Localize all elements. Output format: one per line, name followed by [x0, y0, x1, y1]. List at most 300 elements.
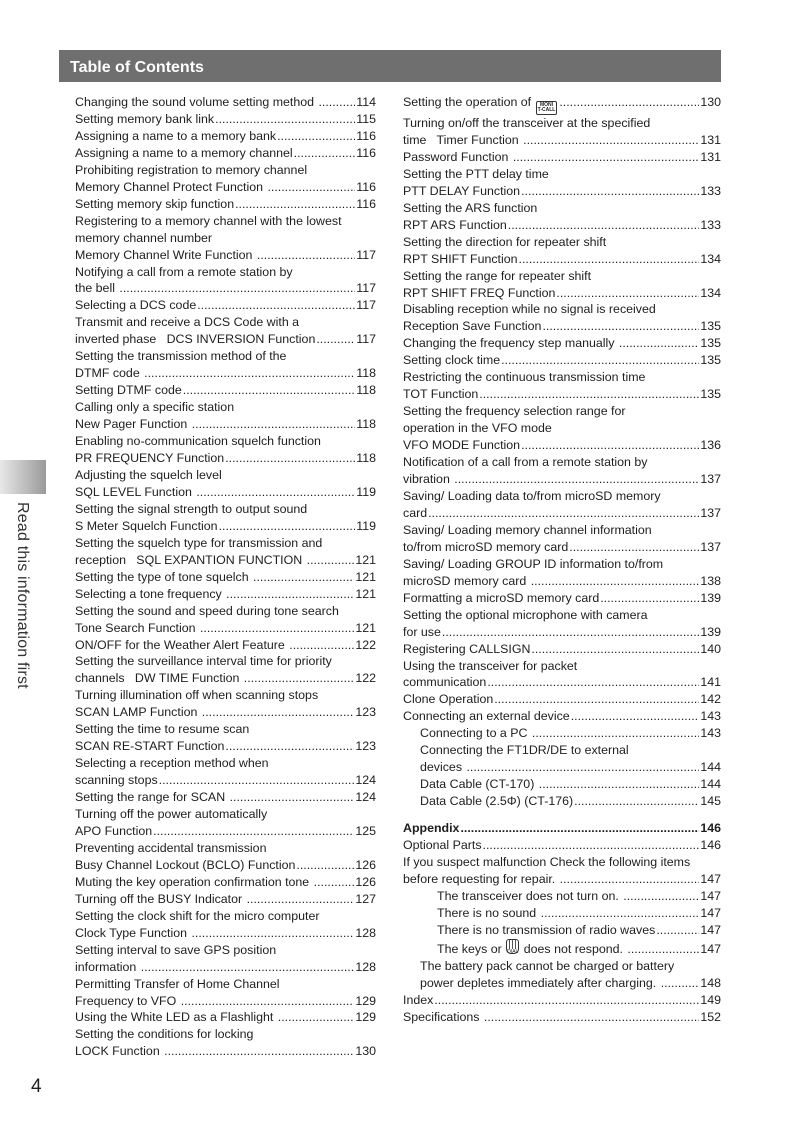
toc-entry[interactable]: [75, 382, 376, 399]
dot-leader: [230, 789, 355, 806]
toc-entry[interactable]: [75, 687, 376, 721]
toc-entry-text: before requesting for repair.: [403, 871, 559, 886]
toc-entry-text: PR FREQUENCY Function: [75, 451, 225, 466]
toc-entry[interactable]: [75, 755, 376, 789]
dial-knob-icon: DIAL: [506, 939, 519, 954]
dot-leader: [532, 725, 699, 742]
toc-entry-text: to/from microSD memory card: [403, 539, 569, 554]
dot-leader: [316, 331, 355, 348]
toc-entry-text: Index: [403, 992, 434, 1007]
toc-entry-text: RPT SHIFT FREQ Function: [403, 285, 556, 300]
toc-page-number: 116: [356, 145, 376, 160]
toc-entry-text: Setting the time to resume scan: [75, 722, 250, 737]
dot-leader: [235, 196, 355, 213]
toc-entry[interactable]: [75, 1026, 376, 1060]
toc-entry[interactable]: [403, 922, 721, 939]
toc-entry[interactable]: [75, 128, 376, 145]
dot-leader: [521, 183, 699, 200]
toc-entry-text: Setting the frequency selection range for: [403, 404, 626, 419]
toc-page-number: 123: [355, 705, 376, 720]
toc-entry[interactable]: [403, 958, 721, 992]
dot-leader: [571, 708, 700, 725]
dot-leader: [623, 888, 699, 905]
toc-entry-text: Busy Channel Lockout (BCLO) Function: [75, 857, 296, 872]
dot-leader: [219, 518, 356, 535]
side-tab-label: Read this information first: [14, 502, 31, 689]
toc-entry-text: Enabling no-communication squelch function: [75, 434, 321, 449]
toc-entry[interactable]: [403, 742, 721, 776]
toc-entry-text: Using the White LED as a Flashlight: [75, 1010, 277, 1025]
toc-entry[interactable]: [75, 348, 376, 382]
toc-entry-text: Password Function: [403, 149, 512, 164]
toc-entry[interactable]: [403, 488, 721, 522]
toc-page-number: 133: [700, 183, 721, 198]
dot-leader: [487, 674, 699, 691]
toc-entry-text: Permitting Transfer of Home Channel: [75, 976, 280, 991]
toc-entry-text: RPT ARS Function: [403, 217, 507, 232]
toc-entry-text: Clone Operation: [403, 692, 494, 707]
dot-leader: [196, 484, 355, 501]
toc-entry-text: Turning on/off the transceiver at the specified: [403, 116, 651, 130]
toc-page-number: 147: [700, 922, 721, 937]
moni-key-icon: MONI T-CALL: [537, 102, 556, 113]
toc-entry-text: The battery pack cannot be charged or battery: [420, 958, 675, 973]
toc-page-number: 135: [700, 336, 721, 351]
toc-entry[interactable]: [75, 314, 376, 348]
toc-page-number: 121: [355, 569, 376, 584]
toc-page-number: 135: [700, 319, 721, 334]
toc-entry-text: SCAN LAMP Function: [75, 705, 201, 720]
dot-leader: [484, 1009, 699, 1026]
toc-entry-text: Setting the conditions for locking: [75, 1027, 254, 1042]
toc-page-number: 122: [355, 671, 376, 686]
dot-leader: [141, 959, 355, 976]
toc-entry-text: Setting the signal strength to output sound: [75, 501, 308, 516]
toc-entry[interactable]: [403, 454, 721, 488]
toc-entry-text: channels DW TIME Function: [75, 671, 243, 686]
toc-entry-text: Connecting the FT1DR/DE to external: [420, 743, 629, 758]
toc-entry-text: Data Cable (2.5Φ) (CT-176): [420, 794, 574, 809]
dot-leader: [183, 382, 355, 399]
toc-entry[interactable]: [403, 725, 721, 742]
toc-entry[interactable]: [75, 603, 376, 637]
toc-entry-text: Notification of a call from a remote station by: [403, 455, 648, 470]
toc-page-number: 146: [700, 821, 721, 836]
toc-page-number: 141: [700, 675, 721, 690]
toc-entry-text: Turning off the power automatically: [75, 807, 268, 822]
toc-page-number: 126: [355, 874, 376, 889]
toc-page-number: 121: [355, 586, 376, 601]
toc-entry[interactable]: [75, 467, 376, 501]
dot-leader: [619, 335, 699, 352]
dot-leader: [257, 247, 355, 264]
dot-leader: [318, 94, 355, 111]
toc-entry-text: scanning stops: [75, 773, 158, 788]
toc-page-number: 121: [355, 620, 376, 635]
toc-page-number: 143: [700, 726, 721, 741]
toc-entry[interactable]: [403, 1009, 721, 1026]
toc-page-number: 146: [700, 838, 721, 853]
toc-entry-text: RPT SHIFT Function: [403, 251, 518, 266]
toc-entry-text: The keys or: [437, 941, 506, 956]
toc-entry[interactable]: [403, 820, 721, 837]
toc-entry[interactable]: [403, 888, 721, 905]
toc-left-column: [75, 94, 376, 1060]
toc-page-number: 148: [700, 975, 721, 990]
toc-page-number: 149: [700, 992, 721, 1007]
toc-entry-text: the bell: [75, 281, 119, 296]
toc-entry-text: Selecting a reception method when: [75, 756, 269, 771]
toc-entry-text: communication: [403, 675, 487, 690]
toc-entry[interactable]: [403, 403, 721, 454]
dot-leader: [523, 132, 699, 149]
dot-leader: [513, 149, 700, 166]
dot-leader: [267, 179, 355, 196]
toc-page-number: 121: [355, 552, 376, 567]
toc-entry[interactable]: [403, 335, 721, 352]
toc-entry-text: Muting the key operation confirmation tone: [75, 874, 313, 889]
dot-leader: [296, 857, 354, 874]
toc-entry-text: time Timer Function: [403, 132, 523, 147]
toc-entry-text: Setting clock time: [403, 353, 501, 368]
toc-page-number: 143: [700, 709, 721, 724]
toc-page-number: 126: [355, 857, 376, 872]
toc-entry[interactable]: [75, 433, 376, 467]
toc-entry[interactable]: [403, 793, 721, 810]
toc-page-number: 116: [356, 128, 376, 143]
toc-entry[interactable]: [75, 535, 376, 569]
toc-entry[interactable]: [403, 992, 721, 1009]
dot-leader: [521, 437, 699, 454]
toc-entry-text: Setting the sound and speed during tone search: [75, 603, 339, 618]
dot-leader: [434, 992, 699, 1009]
dot-leader: [442, 624, 699, 641]
dot-leader: [428, 505, 699, 522]
toc-entry[interactable]: [403, 641, 721, 658]
toc-entry-text: devices: [420, 760, 466, 775]
toc-entry-text: Tone Search Function: [75, 620, 199, 635]
toc-entry-text: Setting interval to save GPS position: [75, 942, 277, 957]
toc-entry[interactable]: [403, 234, 721, 268]
dot-leader: [531, 641, 699, 658]
toc-entry[interactable]: [75, 721, 376, 755]
toc-entry-text: Preventing accidental transmission: [75, 840, 267, 855]
dot-leader: [508, 217, 700, 234]
toc-entry-text: Appendix: [403, 821, 460, 836]
dot-leader: [200, 620, 354, 637]
toc-entry-text: Setting the type of tone squelch: [75, 569, 253, 584]
dot-leader: [181, 993, 355, 1010]
toc-entry[interactable]: [403, 200, 721, 234]
toc-entry-text: Setting the range for repeater shift: [403, 268, 592, 283]
toc-entry-text: Prohibiting registration to memory channel: [75, 162, 308, 177]
dot-leader: [202, 704, 355, 721]
toc-entry-text: does not respond.: [520, 941, 627, 956]
toc-page-number: 129: [355, 993, 376, 1008]
dot-leader: [569, 539, 699, 556]
toc-entry-text: microSD memory card: [403, 573, 530, 588]
toc-entry-text: Setting DTMF code: [75, 383, 182, 398]
toc-entry-text: Setting the squelch type for transmission and: [75, 535, 323, 550]
dot-leader: [277, 128, 355, 145]
dot-leader: [483, 837, 700, 854]
toc-entry[interactable]: [403, 854, 721, 888]
toc-page-number: 137: [700, 539, 721, 554]
toc-entry[interactable]: [75, 145, 376, 162]
toc-entry[interactable]: [75, 569, 376, 586]
toc-entry-text: LOCK Function: [75, 1044, 164, 1059]
toc-entry-text: Notifying a call from a remote station by: [75, 264, 293, 279]
toc-entry[interactable]: [75, 789, 376, 806]
toc-entry-text: Connecting an external device: [403, 709, 570, 724]
dot-leader: [542, 318, 699, 335]
dot-leader: [159, 772, 355, 789]
toc-entry-text: Formatting a microSD memory card: [403, 590, 600, 605]
toc-entry-text: The transceiver does not turn on.: [437, 888, 623, 903]
toc-entry[interactable]: [403, 905, 721, 922]
toc-entry[interactable]: [75, 908, 376, 942]
toc-entry-text: Registering to a memory channel with the lowest: [75, 213, 342, 228]
toc-page-number: 147: [700, 888, 721, 903]
dot-leader: [627, 941, 699, 958]
toc-entry-text: Registering CALLSIGN: [403, 641, 531, 656]
toc-entry-text: information: [75, 959, 140, 974]
toc-page-number: 130: [355, 1044, 376, 1059]
dot-leader: [460, 820, 699, 837]
toc-entry[interactable]: [403, 939, 721, 958]
toc-page-number: 122: [355, 637, 376, 652]
toc-page-number: 137: [700, 472, 721, 487]
toc-page-number: 116: [356, 196, 376, 211]
toc-entry[interactable]: [75, 891, 376, 908]
toc-entry[interactable]: [75, 264, 376, 298]
dot-leader: [197, 297, 355, 314]
dot-leader: [215, 111, 355, 128]
toc-entry[interactable]: [403, 658, 721, 692]
toc-entry-text: APO Function: [75, 823, 153, 838]
dot-leader: [226, 586, 354, 603]
toc-entry[interactable]: [403, 166, 721, 200]
toc-entry-text: memory channel number: [75, 230, 213, 245]
toc-entry[interactable]: [403, 115, 721, 149]
toc-page-number: 152: [700, 1009, 721, 1024]
toc-page-number: 119: [356, 484, 376, 499]
toc-entry-text: There is no transmission of radio waves: [437, 922, 656, 937]
toc-page-number: 115: [356, 111, 376, 126]
side-tab-marker: [0, 460, 46, 494]
toc-entry-text: Data Cable (CT-170): [420, 777, 538, 792]
toc-entry[interactable]: [75, 874, 376, 891]
toc-page-number: 129: [355, 1010, 376, 1025]
toc-entry[interactable]: [75, 653, 376, 687]
toc-entry[interactable]: [403, 556, 721, 590]
toc-page-number: 127: [355, 891, 376, 906]
toc-page-number: 144: [700, 777, 721, 792]
toc-entry-text: Assigning a name to a memory bank: [75, 128, 277, 143]
toc-page-number: 135: [700, 353, 721, 368]
toc-entry[interactable]: [75, 196, 376, 213]
toc-entry-text: operation in the VFO mode: [403, 421, 552, 436]
dot-leader: [539, 776, 700, 793]
dot-leader: [253, 569, 354, 586]
toc-header-bar: [59, 50, 721, 82]
toc-entry-text: Setting the operation of: [403, 95, 535, 109]
toc-page-number: 147: [700, 871, 721, 886]
toc-entry-text: Setting the ARS function: [403, 200, 538, 215]
toc-page-number: 125: [355, 823, 376, 838]
dot-leader: [191, 925, 354, 942]
toc-page-number: 117: [356, 247, 376, 262]
toc-page-number: 133: [700, 217, 721, 232]
toc-entry-text: Memory Channel Protect Function: [75, 179, 267, 194]
toc-entry-text: Frequency to VFO: [75, 993, 180, 1008]
toc-entry-text: There is no sound: [437, 905, 540, 920]
dot-leader: [225, 738, 354, 755]
toc-entry[interactable]: [75, 111, 376, 128]
toc-entry[interactable]: [403, 837, 721, 854]
toc-entry-text: ON/OFF for the Weather Alert Feature: [75, 637, 289, 652]
toc-page-number: 134: [700, 285, 721, 300]
dot-leader: [656, 922, 699, 939]
dot-leader: [119, 280, 355, 297]
toc-entry[interactable]: [75, 942, 376, 976]
toc-page-number: 140: [700, 641, 721, 656]
toc-entry-text: vibration: [403, 472, 454, 487]
toc-page-number: 119: [356, 518, 376, 533]
toc-page-number: 128: [355, 959, 376, 974]
toc-entry-text: Optional Parts: [403, 838, 482, 853]
toc-entry-text: S Meter Squelch Function: [75, 518, 218, 533]
toc-page-number: 142: [700, 692, 721, 707]
toc-page-number: 130: [700, 95, 721, 109]
toc-entry[interactable]: [75, 501, 376, 535]
dot-leader: [501, 352, 699, 369]
toc-entry-text: Setting the transmission method of the: [75, 349, 287, 364]
dot-leader: [560, 871, 700, 888]
toc-entry-text: Transmit and receive a DCS Code with a: [75, 315, 300, 330]
toc-entry[interactable]: [75, 637, 376, 654]
toc-entry-text: Saving/ Loading memory channel information: [403, 522, 652, 537]
toc-entry-text: reception SQL EXPANTION FUNCTION: [75, 552, 306, 567]
toc-entry-text: VFO MODE Function: [403, 438, 521, 453]
toc-entry-text: Changing the sound volume setting method: [75, 95, 318, 109]
dot-leader: [247, 891, 355, 908]
dot-leader: [519, 251, 700, 268]
toc-entry[interactable]: [403, 94, 721, 115]
toc-entry[interactable]: [403, 352, 721, 369]
toc-page-number: 117: [356, 332, 376, 347]
dot-leader: [541, 905, 700, 922]
toc-entry[interactable]: [403, 708, 721, 725]
toc-entry-text: Turning off the BUSY Indicator: [75, 891, 246, 906]
toc-entry-text: SQL LEVEL Function: [75, 484, 196, 499]
toc-page-number: 147: [700, 905, 721, 920]
dot-leader: [556, 285, 699, 302]
toc-entry-text: DTMF code: [75, 366, 144, 381]
toc-entry[interactable]: [75, 213, 376, 264]
toc-entry-text: for use: [403, 624, 441, 639]
toc-entry-text: Saving/ Loading GROUP ID information to/from: [403, 556, 664, 571]
dot-leader: [244, 670, 355, 687]
dot-leader: [531, 573, 700, 590]
toc-entry[interactable]: [403, 590, 721, 607]
toc-entry[interactable]: [403, 607, 721, 641]
dot-leader: [225, 450, 355, 467]
toc-entry-text: If you suspect malfunction Check the following items: [403, 854, 691, 869]
toc-entry[interactable]: [403, 369, 721, 403]
toc-page-number: 139: [700, 624, 721, 639]
toc-page-number: 136: [700, 438, 721, 453]
toc-entry[interactable]: [75, 1009, 376, 1026]
toc-page-number: 135: [700, 387, 721, 402]
dot-leader: [454, 471, 699, 488]
toc-entry[interactable]: [403, 522, 721, 556]
dot-leader: [192, 416, 356, 433]
toc-entry-text: Setting the range for SCAN: [75, 790, 229, 805]
toc-entry[interactable]: [75, 840, 376, 874]
toc-page-number: 147: [700, 941, 721, 956]
toc-entry[interactable]: [75, 297, 376, 314]
toc-entry[interactable]: [75, 806, 376, 840]
toc-entry[interactable]: [403, 776, 721, 793]
page-number: 4: [31, 1076, 42, 1097]
toc-page-number: 131: [700, 132, 721, 147]
toc-entry-text: Specifications: [403, 1009, 483, 1024]
toc-entry-text: inverted phase DCS INVERSION Function: [75, 332, 316, 347]
toc-page-number: 139: [700, 590, 721, 605]
toc-page-number: 118: [356, 451, 376, 466]
toc-entry-text: Setting the surveillance interval time for priority: [75, 654, 332, 669]
toc-page-number: 118: [356, 383, 376, 398]
dot-leader: [466, 759, 699, 776]
toc-entry-text: New Pager Function: [75, 417, 191, 432]
toc-entry-text: Disabling reception while no signal is received: [403, 302, 656, 317]
toc-page-number: 123: [355, 739, 376, 754]
toc-entry-text: Clock Type Function: [75, 925, 191, 940]
toc-page-number: 134: [700, 251, 721, 266]
toc-entry-text: Setting memory skip function: [75, 196, 235, 211]
toc-entry-text: Setting the direction for repeater shift: [403, 234, 607, 249]
toc-entry[interactable]: [75, 399, 376, 433]
toc-entry-text: Setting the optional microphone with camera: [403, 607, 648, 622]
toc-entry-text: Selecting a tone frequency: [75, 586, 226, 601]
toc-entry-text: card: [403, 505, 428, 520]
toc-page-number: 117: [356, 281, 376, 296]
toc-page-number: 144: [700, 760, 721, 775]
dot-leader: [307, 552, 355, 569]
toc-entry-text: Turning illumination off when scanning stops: [75, 688, 319, 703]
toc-entry[interactable]: [75, 162, 376, 196]
toc-page-number: 145: [700, 794, 721, 809]
toc-entry[interactable]: [403, 691, 721, 708]
toc-entry[interactable]: [403, 268, 721, 302]
toc-entry-text: SCAN RE-START Function: [75, 739, 225, 754]
toc-page-number: 131: [700, 149, 721, 164]
dot-leader: [314, 874, 355, 891]
toc-entry[interactable]: [403, 301, 721, 335]
toc-entry[interactable]: [403, 149, 721, 166]
toc-entry-text: Using the transceiver for packet: [403, 658, 578, 673]
toc-page-number: 124: [355, 773, 376, 788]
toc-right-column: [403, 94, 721, 1026]
toc-entry[interactable]: [75, 976, 376, 1010]
toc-entry[interactable]: [75, 94, 376, 111]
dot-leader: [574, 793, 699, 810]
toc-entry-text: TOT Function: [403, 387, 479, 402]
toc-entry[interactable]: [75, 586, 376, 603]
dot-leader: [559, 94, 699, 111]
toc-entry-text: Assigning a name to a memory channel: [75, 145, 293, 160]
